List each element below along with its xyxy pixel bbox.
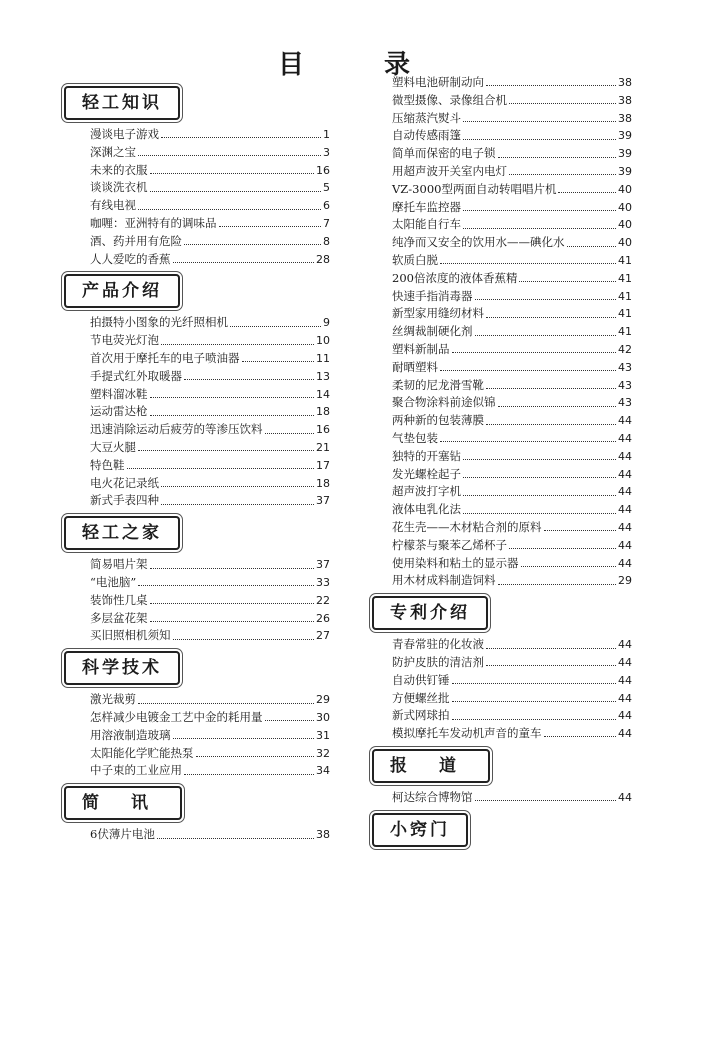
entry-title: 首次用于摩托车的电子喷油器 xyxy=(90,350,240,365)
dot-leader xyxy=(463,210,616,211)
toc-entry xyxy=(370,305,632,323)
entry-page-number: 39 xyxy=(618,147,632,161)
entry-page-number: 41 xyxy=(618,289,632,303)
entry-title: 快速手指消毒器 xyxy=(392,288,473,303)
dot-leader xyxy=(463,513,616,514)
toc-entry xyxy=(370,690,632,708)
toc-list xyxy=(62,556,330,645)
entry-title: 使用染料和粘土的显示器 xyxy=(392,555,519,570)
entry-title: 手提式红外取暖器 xyxy=(90,368,182,383)
entry-page-number: 44 xyxy=(618,638,632,652)
toc-entry xyxy=(62,251,330,269)
left-column xyxy=(62,80,330,844)
toc-list xyxy=(62,691,330,780)
dot-leader xyxy=(184,244,321,245)
toc-entry xyxy=(370,92,632,110)
dot-leader xyxy=(150,173,315,174)
section-heading-light-industry-knowledge: 轻工知识 xyxy=(64,86,180,120)
toc-entry xyxy=(370,707,632,725)
entry-page-number: 16 xyxy=(316,163,330,177)
toc-entry xyxy=(62,179,330,197)
entry-page-number: 18 xyxy=(316,476,330,490)
dot-leader xyxy=(452,352,617,353)
entry-page-number: 44 xyxy=(618,538,632,552)
toc-entry xyxy=(62,556,330,574)
dot-leader xyxy=(265,433,315,434)
entry-title: 漫谈电子游戏 xyxy=(90,127,159,141)
toc-entry xyxy=(370,127,632,145)
toc-entry xyxy=(62,144,330,162)
entry-title: 200倍浓度的液体香蕉精 xyxy=(392,270,518,285)
entry-page-number: 13 xyxy=(316,369,330,383)
dot-leader xyxy=(475,800,617,801)
dot-leader xyxy=(265,720,315,721)
toc-entry xyxy=(62,233,330,251)
dot-leader xyxy=(440,441,616,442)
dot-leader xyxy=(498,406,617,407)
entry-page-number: 37 xyxy=(316,494,330,508)
section-heading-science-tech: 科学技术 xyxy=(64,651,180,685)
dot-leader xyxy=(452,683,617,684)
toc-entry xyxy=(62,162,330,180)
entry-title: 用木材成料制造饲料 xyxy=(392,573,496,588)
entry-title: 花生壳——木材粘合剂的原料 xyxy=(392,519,542,534)
dot-leader xyxy=(486,85,616,86)
dot-leader xyxy=(558,192,616,193)
entry-page-number: 32 xyxy=(316,746,330,760)
entry-title: VZ-3000型两面自动转唱唱片机 xyxy=(392,181,557,196)
entry-title: 拍摄特小图象的光纤照相机 xyxy=(90,315,228,330)
toc-entry xyxy=(370,483,632,501)
dot-leader xyxy=(509,174,616,175)
entry-title: 自动供钉锤 xyxy=(392,672,450,687)
entry-page-number: 44 xyxy=(618,673,632,687)
entry-page-number: 38 xyxy=(618,111,632,125)
entry-page-number: 10 xyxy=(316,334,330,348)
toc-entry xyxy=(370,323,632,341)
toc-list xyxy=(62,826,330,844)
dot-leader xyxy=(509,103,616,104)
entry-page-number: 38 xyxy=(316,828,330,842)
entry-page-number: 40 xyxy=(618,200,632,214)
entry-title: 电火花记录纸 xyxy=(90,475,159,490)
toc-list xyxy=(370,636,632,743)
section-heading-product-intro: 产品介绍 xyxy=(64,274,180,308)
entry-page-number: 40 xyxy=(618,236,632,250)
entry-title: 迅速消除运动后疲劳的等渗压饮料 xyxy=(90,422,263,437)
section-heading-light-industry-home: 轻工之家 xyxy=(64,516,180,550)
dot-leader xyxy=(498,157,617,158)
dot-leader xyxy=(567,246,617,247)
dot-leader xyxy=(242,361,315,362)
toc-entry xyxy=(62,592,330,610)
toc-list xyxy=(62,126,330,268)
dot-leader xyxy=(150,621,315,622)
entry-title: “电池脑” xyxy=(90,574,137,589)
dot-leader xyxy=(509,548,616,549)
entry-title: 太阳能化学贮能热泵 xyxy=(90,745,194,760)
toc-entry xyxy=(62,610,330,628)
entry-title: 柔韧的尼龙滑雪靴 xyxy=(392,377,484,392)
entry-page-number: 39 xyxy=(618,129,632,143)
title-char-2: 录 xyxy=(384,50,411,80)
toc-entry xyxy=(370,110,632,128)
entry-title: 丝绸裁制硬化剂 xyxy=(392,324,473,339)
toc-entry xyxy=(370,537,632,555)
dot-leader xyxy=(544,530,617,531)
dot-leader xyxy=(475,299,617,300)
entry-title: 装饰性几桌 xyxy=(90,592,148,607)
dot-leader xyxy=(138,703,314,704)
toc-entry xyxy=(370,181,632,199)
entry-page-number: 18 xyxy=(316,405,330,419)
toc-entry xyxy=(62,197,330,215)
entry-title: 防护皮肤的清洁剂 xyxy=(392,654,484,669)
entry-title: 激光裁剪 xyxy=(90,692,136,707)
dot-leader xyxy=(475,335,617,336)
dot-leader xyxy=(196,756,315,757)
entry-page-number: 29 xyxy=(316,693,330,707)
entry-title: 人人爱吃的香蕉 xyxy=(90,251,171,266)
dot-leader xyxy=(150,191,322,192)
entry-page-number: 8 xyxy=(323,234,330,248)
entry-title: 柯达综合博物馆 xyxy=(392,789,473,804)
dot-leader xyxy=(486,665,616,666)
dot-leader xyxy=(486,388,616,389)
entry-page-number: 41 xyxy=(618,253,632,267)
entry-page-number: 41 xyxy=(618,307,632,321)
toc-entry xyxy=(370,466,632,484)
toc-entry xyxy=(370,145,632,163)
dot-leader xyxy=(463,139,616,140)
entry-title: 节电荧光灯泡 xyxy=(90,333,159,348)
entry-page-number: 44 xyxy=(618,520,632,534)
dot-leader xyxy=(463,121,616,122)
entry-page-number: 26 xyxy=(316,611,330,625)
entry-title: 塑料电池研制动向 xyxy=(392,75,484,89)
entry-title: 谈谈洗衣机 xyxy=(90,180,148,195)
dot-leader xyxy=(161,137,321,138)
entry-page-number: 44 xyxy=(618,414,632,428)
toc-entry xyxy=(370,288,632,306)
right-column xyxy=(370,74,632,853)
entry-title: 柠檬茶与聚苯乙烯杯子 xyxy=(392,537,507,552)
entry-title: 微型摄像、录像组合机 xyxy=(392,92,507,107)
entry-title: 怎样减少电镀金工艺中金的耗用量 xyxy=(90,709,263,724)
entry-title: 运动雷达枪 xyxy=(90,404,148,419)
toc-entry xyxy=(370,501,632,519)
dot-leader xyxy=(138,209,321,210)
entry-title: 大豆火腿 xyxy=(90,439,136,454)
toc-entry xyxy=(370,672,632,690)
toc-entry xyxy=(62,403,330,421)
section-heading-report: 报道 xyxy=(372,749,490,783)
dot-leader xyxy=(521,566,617,567)
entry-page-number: 44 xyxy=(618,790,632,804)
entry-page-number: 7 xyxy=(323,216,330,230)
section-heading-tips: 小窍门 xyxy=(372,813,468,847)
dot-leader xyxy=(452,719,617,720)
entry-title: 中子束的工业应用 xyxy=(90,763,182,778)
entry-title: 用超声波开关室内电灯 xyxy=(392,163,507,178)
entry-title: 摩托车监控器 xyxy=(392,199,461,214)
dot-leader xyxy=(161,486,314,487)
entry-page-number: 40 xyxy=(618,182,632,196)
entry-title: 压缩蒸汽熨斗 xyxy=(392,110,461,125)
entry-title: 模拟摩托车发动机声音的童车 xyxy=(392,726,542,741)
toc-entry xyxy=(62,492,330,510)
toc-entry xyxy=(62,826,330,844)
dot-leader xyxy=(219,226,322,227)
dot-leader xyxy=(463,459,616,460)
title-char-1: 目 xyxy=(278,50,305,80)
dot-leader xyxy=(138,450,314,451)
toc-entry xyxy=(62,762,330,780)
entry-page-number: 1 xyxy=(323,128,330,141)
toc-list xyxy=(370,789,632,807)
entry-page-number: 17 xyxy=(316,458,330,472)
entry-page-number: 14 xyxy=(316,387,330,401)
toc-entry xyxy=(370,394,632,412)
entry-page-number: 33 xyxy=(316,575,330,589)
toc-entry xyxy=(370,725,632,743)
toc-entry xyxy=(370,341,632,359)
entry-page-number: 39 xyxy=(618,164,632,178)
toc-entry xyxy=(62,421,330,439)
dot-leader xyxy=(486,424,616,425)
toc-entry xyxy=(370,199,632,217)
entry-page-number: 42 xyxy=(618,342,632,356)
entry-page-number: 43 xyxy=(618,360,632,374)
entry-page-number: 44 xyxy=(618,449,632,463)
entry-page-number: 22 xyxy=(316,593,330,607)
entry-title: 简易唱片架 xyxy=(90,557,148,572)
entry-title: 塑料新制品 xyxy=(392,341,450,356)
entry-title: 新型家用缝纫材料 xyxy=(392,306,484,321)
entry-title: 特色鞋 xyxy=(90,457,125,472)
entry-title: 耐晒塑料 xyxy=(392,359,438,374)
entry-title: 软质白脱 xyxy=(392,252,438,267)
entry-title: 咖喱：亚洲特有的调味品 xyxy=(90,215,217,230)
entry-page-number: 30 xyxy=(316,710,330,724)
entry-title: 用溶液制造玻璃 xyxy=(90,727,171,742)
entry-page-number: 31 xyxy=(316,728,330,742)
page-title xyxy=(0,44,714,78)
toc-entry xyxy=(370,270,632,288)
entry-page-number: 44 xyxy=(618,556,632,570)
entry-page-number: 41 xyxy=(618,325,632,339)
toc-entry xyxy=(370,636,632,654)
entry-title: 买旧照相机须知 xyxy=(90,628,171,643)
entry-page-number: 9 xyxy=(323,316,330,330)
toc-entry xyxy=(370,216,632,234)
toc-entry xyxy=(370,654,632,672)
dot-leader xyxy=(161,344,314,345)
toc-entry xyxy=(370,163,632,181)
toc-entry xyxy=(62,386,330,404)
toc-entry xyxy=(370,74,632,92)
section-heading-patent-intro: 专利介绍 xyxy=(372,596,488,630)
entry-title: 发光螺栓起子 xyxy=(392,466,461,481)
entry-title: 纯净而又安全的饮用水——碘化水 xyxy=(392,235,565,250)
entry-page-number: 44 xyxy=(618,485,632,499)
dot-leader xyxy=(486,648,616,649)
dot-leader xyxy=(486,317,616,318)
dot-leader xyxy=(184,379,314,380)
entry-page-number: 38 xyxy=(618,76,632,89)
entry-title: 两种新的包装薄膜 xyxy=(392,413,484,428)
toc-entry xyxy=(370,448,632,466)
toc-entry xyxy=(62,332,330,350)
entry-page-number: 38 xyxy=(618,93,632,107)
entry-page-number: 44 xyxy=(618,503,632,517)
entry-title: 塑料溜冰鞋 xyxy=(90,386,148,401)
dot-leader xyxy=(519,281,616,282)
entry-page-number: 37 xyxy=(316,558,330,572)
entry-page-number: 43 xyxy=(618,378,632,392)
dot-leader xyxy=(157,838,314,839)
entry-title: 超声波打字机 xyxy=(392,484,461,499)
toc-entry xyxy=(62,475,330,493)
entry-page-number: 40 xyxy=(618,218,632,232)
entry-page-number: 16 xyxy=(316,423,330,437)
entry-title: 有线电视 xyxy=(90,198,136,213)
toc-entry xyxy=(62,457,330,475)
toc-entry xyxy=(370,359,632,377)
entry-page-number: 43 xyxy=(618,396,632,410)
dot-leader xyxy=(452,701,617,702)
dot-leader xyxy=(498,584,617,585)
entry-title: 太阳能自行车 xyxy=(392,217,461,232)
entry-title: 6伏薄片电池 xyxy=(90,827,155,842)
entry-page-number: 44 xyxy=(618,655,632,669)
dot-leader xyxy=(544,736,617,737)
entry-title: 方便螺丝批 xyxy=(392,690,450,705)
dot-leader xyxy=(173,639,315,640)
toc-entry xyxy=(370,789,632,807)
toc-entry xyxy=(62,350,330,368)
toc-entry xyxy=(62,691,330,709)
entry-page-number: 3 xyxy=(323,145,330,159)
entry-title: 酒、药并用有危险 xyxy=(90,233,182,248)
entry-title: 新式网球拍 xyxy=(392,708,450,723)
toc-entry xyxy=(370,234,632,252)
dot-leader xyxy=(184,774,314,775)
dot-leader xyxy=(150,415,315,416)
toc-entry xyxy=(370,572,632,590)
dot-leader xyxy=(173,262,315,263)
entry-title: 自动传感雨篷 xyxy=(392,128,461,143)
dot-leader xyxy=(150,397,315,398)
toc-entry xyxy=(62,745,330,763)
entry-page-number: 44 xyxy=(618,431,632,445)
toc-entry xyxy=(370,519,632,537)
toc-entry xyxy=(62,314,330,332)
entry-page-number: 44 xyxy=(618,691,632,705)
dot-leader xyxy=(230,326,321,327)
entry-page-number: 41 xyxy=(618,271,632,285)
toc-entry xyxy=(62,439,330,457)
toc-entry xyxy=(370,377,632,395)
dot-leader xyxy=(150,568,315,569)
dot-leader xyxy=(463,495,616,496)
entry-title: 简单而保密的电子锁 xyxy=(392,146,496,161)
entry-page-number: 6 xyxy=(323,199,330,213)
entry-page-number: 5 xyxy=(323,181,330,195)
entry-title: 气垫包装 xyxy=(392,430,438,445)
entry-page-number: 27 xyxy=(316,629,330,643)
dot-leader xyxy=(138,585,314,586)
entry-title: 独特的开塞钻 xyxy=(392,448,461,463)
entry-title: 液体电乳化法 xyxy=(392,502,461,517)
toc-entry xyxy=(62,574,330,592)
entry-page-number: 29 xyxy=(618,574,632,588)
entry-page-number: 44 xyxy=(618,727,632,741)
toc-entry xyxy=(62,627,330,645)
toc-entry xyxy=(62,709,330,727)
toc-entry xyxy=(370,430,632,448)
toc-entry xyxy=(62,215,330,233)
dot-leader xyxy=(463,477,616,478)
toc-entry xyxy=(370,252,632,270)
toc-entry xyxy=(62,126,330,144)
entry-page-number: 11 xyxy=(316,351,330,365)
entry-page-number: 34 xyxy=(316,764,330,778)
dot-leader xyxy=(463,228,616,229)
dot-leader xyxy=(127,468,315,469)
entry-page-number: 44 xyxy=(618,709,632,723)
toc-list xyxy=(370,74,632,590)
toc-list xyxy=(62,314,330,510)
entry-page-number: 28 xyxy=(316,252,330,266)
entry-title: 未来的衣服 xyxy=(90,162,148,177)
entry-title: 青春常驻的化妆液 xyxy=(392,637,484,652)
entry-title: 新式手表四种 xyxy=(90,493,159,508)
dot-leader xyxy=(138,155,321,156)
toc-entry xyxy=(370,555,632,573)
entry-title: 深渊之宝 xyxy=(90,144,136,159)
toc-entry xyxy=(370,412,632,430)
entry-page-number: 44 xyxy=(618,467,632,481)
dot-leader xyxy=(440,263,616,264)
dot-leader xyxy=(173,738,315,739)
entry-page-number: 21 xyxy=(316,440,330,454)
toc-entry xyxy=(62,727,330,745)
entry-title: 聚合物涂料前途似锦 xyxy=(392,395,496,410)
entry-title: 多层盆花架 xyxy=(90,610,148,625)
dot-leader xyxy=(161,504,314,505)
toc-entry xyxy=(62,368,330,386)
dot-leader xyxy=(440,370,616,371)
dot-leader xyxy=(150,603,315,604)
section-heading-news-brief: 简讯 xyxy=(64,786,182,820)
